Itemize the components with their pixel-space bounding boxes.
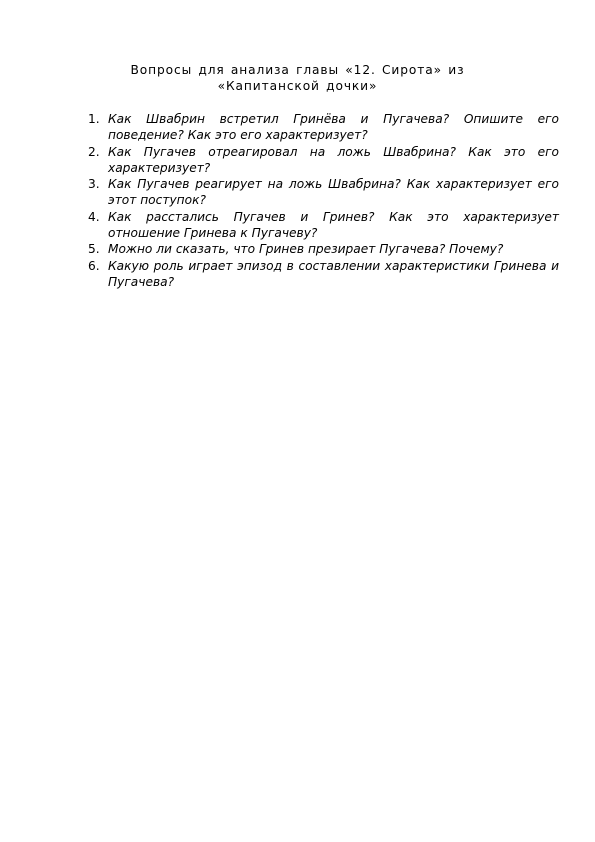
question-number: 4. bbox=[88, 209, 100, 224]
title-line-2: «Капитанской дочки» bbox=[217, 79, 378, 93]
question-text: Как Швабрин встретил Гринёва и Пугачева? Опишите его поведение? Как это его характеризует? bbox=[108, 112, 559, 143]
question-item bbox=[84, 209, 559, 242]
question-number: 6. bbox=[88, 258, 100, 273]
question-number: 2. bbox=[88, 144, 100, 159]
question-number: 5. bbox=[88, 242, 100, 257]
question-number: 1. bbox=[88, 112, 100, 126]
question-item bbox=[84, 111, 559, 144]
question-number: 3. bbox=[88, 177, 100, 192]
document-title bbox=[60, 62, 535, 94]
question-text: Как Пугачев реагирует на ложь Швабрина? Как характеризует его этот поступок? bbox=[108, 177, 559, 208]
question-text: Как расстались Пугачев и Гринев? Как это характеризует отношение Гринева к Пугачеву? bbox=[108, 209, 559, 241]
question-item bbox=[84, 241, 559, 257]
question-text: Как Пугачев отреагировал на ложь Швабрина? Как это его характеризует? bbox=[108, 144, 559, 175]
question-text: Какую роль играет эпизод в составлении характеристики Гринева и Пугачева? bbox=[108, 258, 559, 289]
question-item bbox=[84, 258, 559, 291]
question-item bbox=[84, 144, 559, 177]
question-item bbox=[84, 176, 559, 209]
question-text: Можно ли сказать, что Гринев презирает Пугачева? Почему? bbox=[108, 242, 504, 257]
title-line-1: Вопросы для анализа главы «12. Сирота» из bbox=[130, 63, 465, 77]
questions-list bbox=[84, 111, 559, 290]
